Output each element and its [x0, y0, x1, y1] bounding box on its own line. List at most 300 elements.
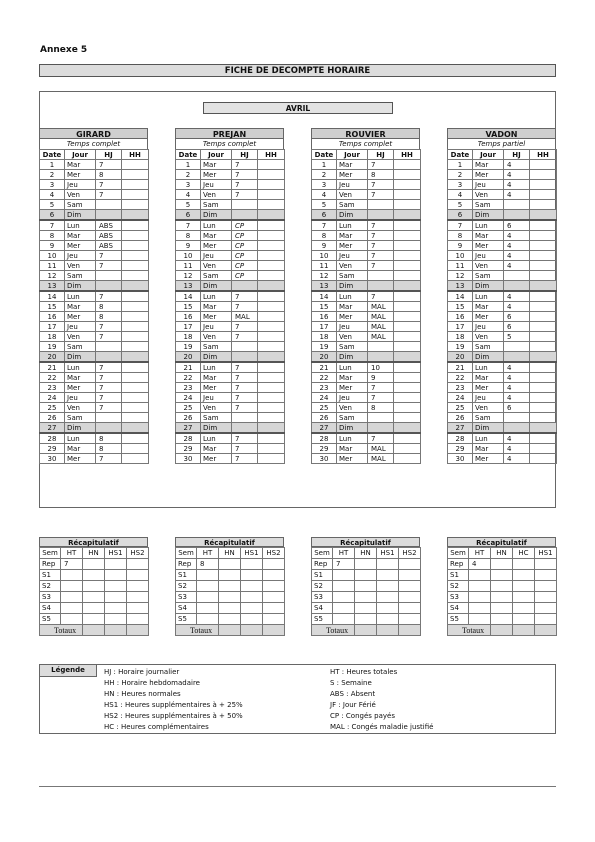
column-header: Date — [176, 150, 201, 160]
day-date: 13 — [176, 281, 201, 292]
day-weekday: Mar — [65, 302, 96, 312]
day-row — [40, 220, 149, 231]
employee-sheet — [39, 128, 148, 464]
recap-cell — [263, 592, 285, 603]
day-date: 10 — [176, 251, 201, 261]
day-weekday: Sam — [65, 342, 96, 352]
recap-week: S5 — [40, 614, 61, 625]
day-weekday: Mar — [201, 160, 232, 170]
recap-cell — [263, 559, 285, 570]
day-row — [176, 393, 285, 403]
day-hours: MAL — [368, 312, 394, 322]
day-weekday: Mar — [65, 373, 96, 383]
recap-row — [40, 614, 149, 625]
day-date: 26 — [312, 413, 337, 423]
day-weekday: Dim — [65, 210, 96, 221]
day-weekday: Mar — [201, 302, 232, 312]
day-weekday: Lun — [473, 220, 504, 231]
day-date: 20 — [312, 352, 337, 363]
day-hours: 7 — [368, 190, 394, 200]
recap-cell — [263, 603, 285, 614]
week-hours — [122, 403, 149, 413]
recap-cell — [83, 570, 105, 581]
day-weekday: Ven — [65, 403, 96, 413]
totals-label: Totaux — [40, 625, 83, 636]
day-hours: 7 — [368, 241, 394, 251]
day-weekday: Ven — [337, 261, 368, 271]
week-hours — [258, 342, 285, 352]
recap-week: S1 — [312, 570, 333, 581]
recap-value: 8 — [197, 559, 219, 570]
recap-week: Rep — [40, 559, 61, 570]
day-hours: 7 — [368, 251, 394, 261]
week-hours — [394, 352, 421, 363]
recap-cell — [377, 625, 399, 636]
day-row — [176, 180, 285, 190]
week-hours — [258, 393, 285, 403]
day-hours — [504, 281, 530, 292]
day-row — [40, 362, 149, 373]
day-date: 23 — [312, 383, 337, 393]
week-hours — [530, 362, 557, 373]
day-row — [312, 261, 421, 271]
recap-cell — [83, 614, 105, 625]
day-row — [40, 261, 149, 271]
week-hours — [122, 413, 149, 423]
day-hours: 7 — [368, 433, 394, 444]
legend-box — [39, 664, 556, 734]
recap-week: S3 — [40, 592, 61, 603]
recap-cell — [399, 559, 421, 570]
day-row — [312, 190, 421, 200]
recap-week: S2 — [448, 581, 469, 592]
week-hours — [122, 362, 149, 373]
recap-cell — [105, 625, 127, 636]
day-date: 14 — [448, 291, 473, 302]
week-hours — [122, 210, 149, 221]
day-row — [312, 200, 421, 210]
day-weekday: Jeu — [65, 322, 96, 332]
day-date: 19 — [312, 342, 337, 352]
day-hours — [96, 271, 122, 281]
recap-row — [448, 592, 557, 603]
day-date: 12 — [448, 271, 473, 281]
day-row — [312, 352, 421, 363]
day-row — [176, 342, 285, 352]
recap-row — [312, 603, 421, 614]
day-row — [448, 160, 557, 170]
recap-cell — [513, 603, 535, 614]
day-weekday: Mer — [201, 241, 232, 251]
week-hours — [394, 291, 421, 302]
day-hours: 6 — [504, 312, 530, 322]
day-row — [40, 322, 149, 332]
week-hours — [394, 433, 421, 444]
week-hours — [394, 342, 421, 352]
day-date: 10 — [312, 251, 337, 261]
day-hours: 7 — [232, 291, 258, 302]
day-weekday: Dim — [473, 352, 504, 363]
recap-row — [40, 559, 149, 570]
recap-cell — [377, 603, 399, 614]
recap-cell — [219, 614, 241, 625]
day-date: 26 — [40, 413, 65, 423]
day-hours: 7 — [232, 190, 258, 200]
day-hours: 7 — [232, 322, 258, 332]
day-date: 22 — [176, 373, 201, 383]
day-weekday: Mer — [473, 312, 504, 322]
day-date: 21 — [312, 362, 337, 373]
recap-cell — [491, 559, 513, 570]
day-row — [176, 444, 285, 454]
column-header: HH — [530, 150, 557, 160]
day-hours: 7 — [368, 393, 394, 403]
day-hours: MAL — [368, 322, 394, 332]
day-row — [312, 454, 421, 464]
day-weekday: Mer — [65, 241, 96, 251]
week-hours — [530, 342, 557, 352]
recap-row — [176, 570, 285, 581]
recap-header: HN — [219, 548, 241, 559]
day-date: 5 — [312, 200, 337, 210]
week-hours — [122, 423, 149, 434]
day-hours: 7 — [232, 373, 258, 383]
day-weekday: Jeu — [473, 393, 504, 403]
column-header: Jour — [473, 150, 504, 160]
day-row — [448, 170, 557, 180]
recap-header: HN — [83, 548, 105, 559]
day-row — [448, 322, 557, 332]
day-row — [176, 383, 285, 393]
day-date: 6 — [448, 210, 473, 221]
week-hours — [122, 261, 149, 271]
day-date: 9 — [40, 241, 65, 251]
week-hours — [122, 444, 149, 454]
day-hours: 7 — [368, 180, 394, 190]
recap-cell — [83, 559, 105, 570]
recap-cell — [399, 625, 421, 636]
week-hours — [530, 170, 557, 180]
recap-cell — [513, 559, 535, 570]
week-hours — [530, 291, 557, 302]
week-hours — [258, 291, 285, 302]
recap-value — [469, 592, 491, 603]
day-row — [176, 322, 285, 332]
recap-header: HT — [197, 548, 219, 559]
recap-cell — [535, 625, 557, 636]
day-weekday: Mer — [337, 241, 368, 251]
day-weekday: Mer — [337, 170, 368, 180]
day-date: 18 — [448, 332, 473, 342]
day-row — [448, 433, 557, 444]
recap-cell — [355, 625, 377, 636]
recap-block — [39, 537, 148, 636]
recap-cell — [399, 592, 421, 603]
day-row — [176, 271, 285, 281]
day-row — [176, 302, 285, 312]
day-weekday: Mar — [473, 373, 504, 383]
day-row — [312, 210, 421, 221]
week-hours — [258, 231, 285, 241]
day-row — [312, 302, 421, 312]
day-weekday: Sam — [201, 342, 232, 352]
day-weekday: Dim — [65, 352, 96, 363]
day-weekday: Lun — [65, 433, 96, 444]
recap-cell — [241, 592, 263, 603]
day-weekday: Lun — [337, 362, 368, 373]
recap-row — [40, 570, 149, 581]
day-row — [40, 454, 149, 464]
week-hours — [530, 160, 557, 170]
day-weekday: Sam — [337, 342, 368, 352]
day-hours: 7 — [232, 332, 258, 342]
week-hours — [530, 332, 557, 342]
day-row — [40, 271, 149, 281]
day-date: 8 — [176, 231, 201, 241]
recap-cell — [513, 592, 535, 603]
day-row — [448, 231, 557, 241]
day-date: 14 — [312, 291, 337, 302]
week-hours — [122, 454, 149, 464]
day-row — [448, 403, 557, 413]
column-header: HH — [122, 150, 149, 160]
week-hours — [530, 210, 557, 221]
day-row — [312, 291, 421, 302]
day-date: 14 — [40, 291, 65, 302]
day-date: 1 — [40, 160, 65, 170]
week-hours — [530, 403, 557, 413]
day-row — [40, 210, 149, 221]
day-hours — [368, 210, 394, 221]
week-hours — [122, 332, 149, 342]
day-weekday: Mar — [337, 302, 368, 312]
day-row — [448, 332, 557, 342]
day-hours: 6 — [504, 220, 530, 231]
day-weekday: Dim — [201, 352, 232, 363]
recap-cell — [535, 559, 557, 570]
day-hours: 4 — [504, 231, 530, 241]
recap-cell — [83, 581, 105, 592]
day-weekday: Lun — [473, 433, 504, 444]
week-hours — [394, 180, 421, 190]
day-hours: 7 — [368, 231, 394, 241]
recap-title: Récapitulatif — [39, 537, 148, 547]
week-hours — [530, 322, 557, 332]
day-row — [40, 302, 149, 312]
day-row — [176, 433, 285, 444]
day-date: 13 — [40, 281, 65, 292]
day-date: 16 — [176, 312, 201, 322]
day-row — [176, 190, 285, 200]
week-hours — [394, 241, 421, 251]
daily-hours-table — [39, 149, 149, 464]
day-weekday: Mar — [337, 373, 368, 383]
day-hours — [368, 423, 394, 434]
day-hours: 7 — [232, 403, 258, 413]
day-row — [40, 241, 149, 251]
week-hours — [258, 241, 285, 251]
day-hours — [504, 271, 530, 281]
day-date: 5 — [40, 200, 65, 210]
day-row — [448, 291, 557, 302]
day-weekday: Jeu — [201, 251, 232, 261]
recap-cell — [513, 581, 535, 592]
day-hours: 7 — [96, 383, 122, 393]
day-date: 2 — [312, 170, 337, 180]
recap-header: HS2 — [399, 548, 421, 559]
day-date: 15 — [176, 302, 201, 312]
day-date: 22 — [40, 373, 65, 383]
day-weekday: Ven — [337, 332, 368, 342]
day-row — [40, 393, 149, 403]
day-date: 23 — [40, 383, 65, 393]
recap-cell — [83, 603, 105, 614]
day-row — [312, 332, 421, 342]
day-hours: 7 — [232, 362, 258, 373]
recap-cell — [399, 603, 421, 614]
day-date: 2 — [448, 170, 473, 180]
day-weekday: Ven — [473, 190, 504, 200]
day-row — [312, 312, 421, 322]
day-date: 4 — [312, 190, 337, 200]
recap-value: 7 — [61, 559, 83, 570]
recap-cell — [105, 592, 127, 603]
day-weekday: Jeu — [337, 180, 368, 190]
recap-header: Sem — [448, 548, 469, 559]
day-hours — [368, 342, 394, 352]
day-hours — [368, 413, 394, 423]
day-row — [448, 454, 557, 464]
day-hours: 9 — [368, 373, 394, 383]
day-weekday: Ven — [65, 190, 96, 200]
week-hours — [122, 352, 149, 363]
week-hours — [258, 170, 285, 180]
day-hours: 7 — [96, 362, 122, 373]
week-hours — [258, 261, 285, 271]
week-hours — [122, 251, 149, 261]
day-hours: 4 — [504, 444, 530, 454]
day-row — [312, 413, 421, 423]
day-hours: 4 — [504, 261, 530, 271]
recap-cell — [491, 614, 513, 625]
day-date: 28 — [448, 433, 473, 444]
column-header: Date — [448, 150, 473, 160]
day-hours: 7 — [232, 160, 258, 170]
recap-value — [197, 603, 219, 614]
legend-item: HS2 : Heures supplémentaires à + 50% — [104, 712, 243, 720]
totals-label: Totaux — [176, 625, 219, 636]
day-hours: 7 — [232, 444, 258, 454]
week-hours — [258, 210, 285, 221]
recap-cell — [263, 581, 285, 592]
recap-cell — [105, 614, 127, 625]
week-hours — [122, 342, 149, 352]
day-date: 27 — [448, 423, 473, 434]
recap-value — [197, 581, 219, 592]
day-date: 28 — [40, 433, 65, 444]
legend-item: HJ : Horaire journalier — [104, 668, 180, 676]
day-hours — [368, 271, 394, 281]
day-hours: 7 — [232, 170, 258, 180]
day-weekday: Sam — [65, 413, 96, 423]
day-hours: CP — [232, 241, 258, 251]
recap-value — [469, 603, 491, 614]
day-date: 19 — [40, 342, 65, 352]
recap-cell — [377, 570, 399, 581]
recap-row — [176, 559, 285, 570]
column-header: Jour — [201, 150, 232, 160]
employee-name: ROUVIER — [311, 128, 420, 139]
recap-cell — [219, 625, 241, 636]
recap-cell — [535, 570, 557, 581]
day-hours — [232, 352, 258, 363]
day-hours: 7 — [96, 261, 122, 271]
day-row — [176, 231, 285, 241]
day-hours — [504, 200, 530, 210]
day-hours — [232, 413, 258, 423]
day-row — [312, 160, 421, 170]
week-hours — [394, 261, 421, 271]
daily-hours-table — [175, 149, 285, 464]
recap-cell — [535, 592, 557, 603]
day-row — [448, 251, 557, 261]
week-hours — [394, 312, 421, 322]
week-hours — [394, 231, 421, 241]
day-row — [40, 332, 149, 342]
day-row — [176, 403, 285, 413]
totals-label: Totaux — [312, 625, 355, 636]
day-hours: 4 — [504, 180, 530, 190]
day-hours: 4 — [504, 302, 530, 312]
recap-row — [176, 614, 285, 625]
day-date: 14 — [176, 291, 201, 302]
day-date: 13 — [448, 281, 473, 292]
day-date: 6 — [312, 210, 337, 221]
week-hours — [258, 190, 285, 200]
day-date: 21 — [176, 362, 201, 373]
day-row — [312, 231, 421, 241]
recap-cell — [513, 570, 535, 581]
day-date: 9 — [448, 241, 473, 251]
day-hours: 7 — [232, 180, 258, 190]
day-hours — [232, 342, 258, 352]
recap-value — [61, 614, 83, 625]
week-hours — [530, 352, 557, 363]
day-hours: 7 — [232, 454, 258, 464]
day-hours — [232, 281, 258, 292]
day-date: 13 — [312, 281, 337, 292]
recap-cell — [83, 625, 105, 636]
recap-totals-row — [312, 625, 421, 636]
day-weekday: Lun — [201, 433, 232, 444]
recap-value — [61, 570, 83, 581]
day-hours: MAL — [368, 332, 394, 342]
day-hours: 4 — [504, 160, 530, 170]
recap-value — [197, 570, 219, 581]
day-date: 16 — [40, 312, 65, 322]
recap-cell — [491, 603, 513, 614]
day-date: 21 — [40, 362, 65, 373]
day-weekday: Sam — [473, 413, 504, 423]
recap-cell — [219, 603, 241, 614]
recap-cell — [83, 592, 105, 603]
day-weekday: Mer — [65, 312, 96, 322]
day-date: 6 — [176, 210, 201, 221]
recap-cell — [377, 581, 399, 592]
day-date: 27 — [312, 423, 337, 434]
day-weekday: Lun — [201, 220, 232, 231]
week-hours — [258, 454, 285, 464]
